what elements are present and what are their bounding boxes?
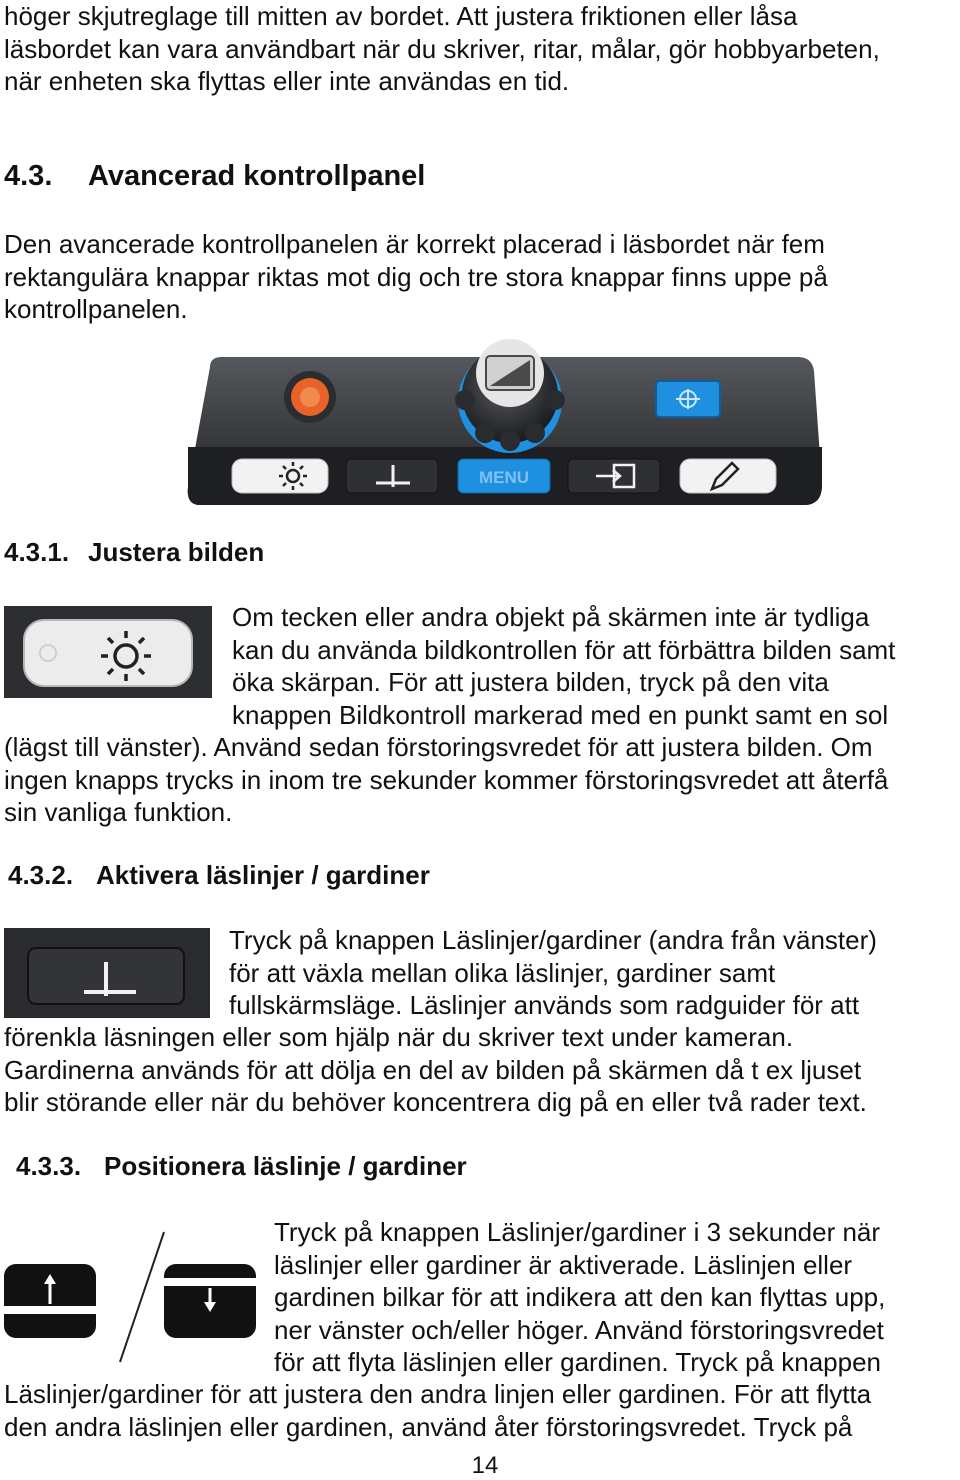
text-line: (lägst till vänster). Använd sedan förstoringsvredet för att justera bilden. Om [4, 732, 873, 762]
text-line: Den avancerade kontrollpanelen är korrekt placerad i läsbordet när fem [4, 229, 825, 259]
text-line: läslinjer eller gardiner är aktiverade. Läslinjen eller [274, 1249, 853, 1280]
menu-button-label: MENU [478, 468, 530, 487]
section-number: 4.3.1. [4, 537, 70, 567]
text-line: när enheten ska flyttas eller inte användas en tid. [4, 66, 570, 96]
section-title: Avancerad kontrollpanel [88, 160, 426, 192]
text-line: Gardinerna används för att dölja en del av bilden på skärmen då t ex ljuset [4, 1054, 862, 1085]
image-control-button [24, 620, 192, 686]
text-line: ingen knapps trycks in inom tre sekunder kommer förstoringsvredet att återfå [4, 764, 889, 795]
section-4-3-2-paragraph-full [4, 1021, 867, 1119]
section-title: Positionera läslinje / gardiner [104, 1151, 467, 1181]
section-heading-4-3 [4, 160, 425, 193]
text-line: knappen Bildkontroll markerad med en punkt samt en sol [232, 699, 889, 730]
text-line: förenkla läsningen eller som hjälp när du skriver text under kameran. [4, 1022, 794, 1052]
reading-line-button-photo [4, 928, 210, 1018]
text-line: rektangulära knappar riktas mot dig och tre stora knappar finns uppe på [4, 261, 828, 292]
image-control-button-illustration [4, 606, 212, 698]
line-position-illustration [2, 1222, 260, 1372]
text-line: sin vanliga funktion. [4, 797, 233, 827]
reading-line-button-illustration [4, 928, 210, 1018]
section-number: 4.3.2. [8, 860, 74, 890]
section-title: Aktivera läslinjer / gardiner [96, 860, 430, 890]
text-line: fullskärmsläge. Läslinjer används som radguider för att [229, 990, 860, 1020]
page-number: 14 [471, 1452, 499, 1479]
control-panel-photo [180, 335, 830, 510]
text-line: läsbordet kan vara användbart när du skriver, ritar, målar, gör hobbyarbeten, [4, 33, 880, 64]
intro-paragraph [4, 0, 880, 98]
text-line: öka skärpan. För att justera bilden, tryck på den vita [232, 667, 829, 697]
line-position-icons [2, 1222, 260, 1372]
section-number: 4.3.3. [16, 1151, 82, 1181]
text-line: kan du använda bildkontrollen för att förbättra bilden samt [232, 634, 896, 665]
text-line: Tryck på knappen Läslinjer/gardiner (andra från vänster) [229, 925, 877, 955]
section-4-3-paragraph [4, 228, 828, 326]
text-line: Om tecken eller andra objekt på skärmen inte är tydliga [232, 602, 870, 632]
section-4-3-3-paragraph-full [4, 1378, 871, 1443]
section-4-3-2-paragraph-wrapped [229, 924, 877, 1022]
text-line: ner vänster och/eller höger. Använd förstoringsvredet [274, 1314, 884, 1345]
text-line: Läslinjer/gardiner för att justera den andra linjen eller gardinen. För att flytta [4, 1379, 872, 1409]
section-4-3-3-paragraph-wrapped [274, 1216, 885, 1379]
divider-slash [120, 1232, 164, 1362]
section-4-3-1-paragraph-wrapped [232, 601, 895, 731]
control-panel-illustration [180, 335, 830, 510]
text-line: kontrollpanelen. [4, 294, 188, 324]
section-4-3-1-paragraph-full [4, 731, 888, 829]
pen-button [680, 459, 776, 493]
section-number: 4.3. [4, 160, 53, 192]
text-line: gardinen bilkar för att indikera att den kan flyttas upp, [274, 1282, 886, 1312]
power-button-center [300, 387, 320, 407]
section-heading-4-3-2 [8, 860, 430, 891]
section-heading-4-3-1 [4, 537, 264, 568]
image-control-button-photo [4, 606, 212, 698]
section-heading-4-3-3 [16, 1151, 467, 1182]
text-line: Tryck på knappen Läslinjer/gardiner i 3 sekunder när [274, 1217, 881, 1247]
text-line: för att växla mellan olika läslinjer, gardiner samt [229, 957, 776, 988]
text-line: höger skjutreglage till mitten av bordet. Att justera friktionen eller låsa [4, 1, 798, 31]
text-line: den andra läslinjen eller gardinen, använd åter förstoringsvredet. Tryck på [4, 1411, 853, 1442]
text-line: för att flyta läslinjen eller gardinen. Tryck på knappen [274, 1347, 882, 1377]
section-title: Justera bilden [88, 537, 265, 567]
text-line: blir störande eller när du behöver koncentrera dig på en eller två rader text. [4, 1087, 867, 1117]
